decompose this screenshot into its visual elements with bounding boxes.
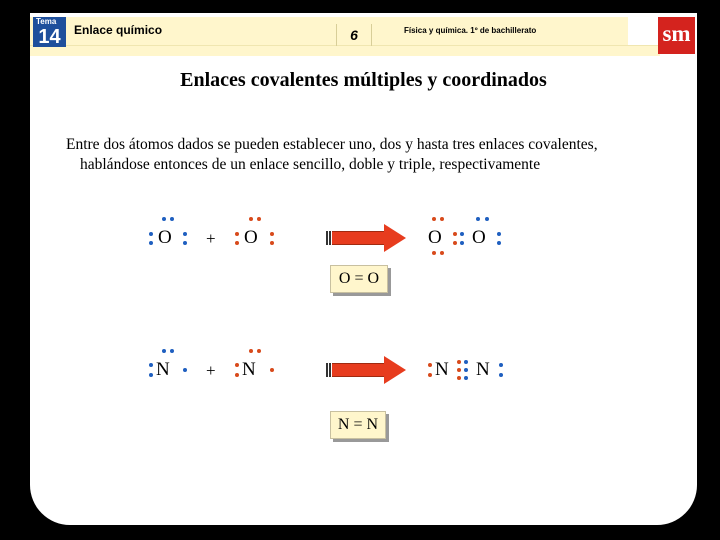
arrow-head [384, 224, 406, 252]
course-name: Física y química. 1º de bachillerato [404, 26, 537, 35]
electron-dot [453, 241, 457, 245]
electron-dot [428, 373, 432, 377]
page-title: Enlaces covalentes múltiples y coordinados [180, 69, 547, 91]
nitrogen-atom-right: N [242, 359, 256, 380]
electron-dot [235, 373, 239, 377]
electron-dot [149, 363, 153, 367]
electron-dot [270, 368, 274, 372]
electron-dot [457, 376, 461, 380]
slide [30, 13, 697, 525]
electron-dot [170, 217, 174, 221]
unit-title: Enlace químico [74, 23, 163, 37]
electron-dot [162, 349, 166, 353]
electron-dot [270, 232, 274, 236]
oxygen-atom-right: O [244, 227, 258, 248]
intro-text [66, 135, 686, 175]
electron-dot [249, 349, 253, 353]
intro-line-2: hablándose entonces de un enlace sencillo, doble y triple, respectivamente [80, 156, 541, 173]
electron-dot [460, 232, 464, 236]
intro-line-1: Entre dos átomos dados se pueden establecer uno, dos y hasta tres enlaces covalentes, [66, 136, 598, 153]
electron-dot [432, 251, 436, 255]
electron-dot [460, 241, 464, 245]
electron-dot [149, 241, 153, 245]
header-strip [30, 45, 660, 56]
electron-dot [183, 232, 187, 236]
electron-dot [497, 241, 501, 245]
electron-dot [235, 363, 239, 367]
electron-dot [183, 368, 187, 372]
oxygen-atom-left: O [158, 227, 172, 248]
o2-formula-box: O = O [330, 265, 388, 293]
o2-product-atom-left: O [428, 227, 442, 248]
n2-product-atom-right: N [476, 359, 490, 380]
electron-dot [476, 217, 480, 221]
electron-dot [499, 373, 503, 377]
nitrogen-atom-left: N [156, 359, 170, 380]
electron-dot [149, 373, 153, 377]
electron-dot [249, 217, 253, 221]
n2-product-atom-left: N [435, 359, 449, 380]
electron-dot [457, 368, 461, 372]
arrow-shaft [332, 363, 384, 377]
electron-dot [270, 241, 274, 245]
unit-badge-number: 14 [38, 26, 61, 48]
unit-badge-label: Tema [36, 17, 57, 26]
electron-dot [499, 363, 503, 367]
arrow-shaft [332, 231, 384, 245]
electron-dot [170, 349, 174, 353]
electron-dot [183, 241, 187, 245]
electron-dot [257, 217, 261, 221]
electron-dot [497, 232, 501, 236]
electron-dot [464, 368, 468, 372]
electron-dot [235, 232, 239, 236]
unit-badge [33, 17, 66, 47]
o2-product-atom-right: O [472, 227, 486, 248]
n2-formula-box: N = N [330, 411, 386, 439]
plus-sign: + [206, 361, 216, 380]
electron-dot [162, 217, 166, 221]
electron-dot [149, 232, 153, 236]
arrow-stub [326, 231, 328, 245]
arrow-stub [329, 231, 331, 245]
electron-dot [485, 217, 489, 221]
publisher-logo: sm [658, 17, 695, 54]
electron-dot [440, 217, 444, 221]
electron-dot [432, 217, 436, 221]
electron-dot [453, 232, 457, 236]
electron-dot [428, 363, 432, 367]
plus-sign: + [206, 229, 216, 248]
electron-dot [440, 251, 444, 255]
arrow-stub [329, 363, 331, 377]
arrow-stub [326, 363, 328, 377]
electron-dot [457, 360, 461, 364]
electron-dot [257, 349, 261, 353]
electron-dot [235, 241, 239, 245]
arrow-head [384, 356, 406, 384]
page-number: 6 [336, 24, 372, 46]
electron-dot [464, 360, 468, 364]
electron-dot [464, 376, 468, 380]
